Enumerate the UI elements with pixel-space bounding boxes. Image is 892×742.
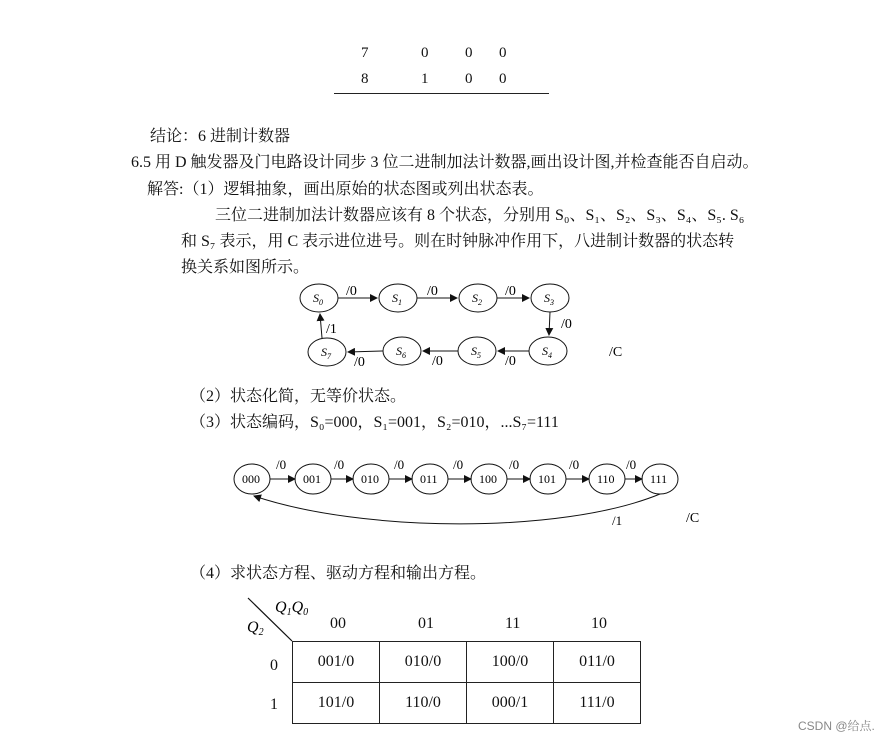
step-2-text: （2）状态化简，无等价状态。 (190, 388, 407, 405)
table-cell: 0 (465, 45, 473, 61)
svg-text:S1: $S_1$ (392, 291, 402, 307)
svg-text:001: 001 (303, 472, 321, 486)
svg-text:/0: /0 (509, 457, 520, 472)
paragraph-line: 和 S₇ 表示，用 C 表示进位进号。则在时钟脉冲作用下，八进制计数器的状态转 (181, 233, 735, 250)
kmap-cell: 010/0 (380, 642, 467, 683)
kmap-column-header: 11 (505, 615, 521, 632)
svg-text:111: 111 (650, 472, 668, 486)
svg-text:110: 110 (597, 472, 615, 486)
svg-text:100: 100 (479, 472, 497, 486)
watermark: CSDN @给点. (798, 719, 875, 733)
kmap-row-header: 1 (270, 696, 278, 713)
svg-text:S2: $S_2$ (472, 291, 482, 307)
svg-text:S0: $S_0$ (313, 291, 323, 307)
table-cell: 0 (465, 71, 473, 87)
edge-label: /1 (326, 322, 337, 337)
kmap-cell: 101/0 (293, 683, 380, 724)
svg-text:000: 000 (242, 472, 260, 486)
svg-text:/0: /0 (569, 457, 580, 472)
table-cell: 0 (499, 45, 507, 61)
svg-text:Q1Q0: Q1Q0 (275, 599, 309, 618)
table-cell: 7 (361, 45, 369, 61)
svg-text:/C: /C (686, 511, 700, 526)
table-row (293, 642, 641, 683)
svg-text:/0: /0 (276, 457, 287, 472)
problem-statement: 6.5 用 D 触发器及门电路设计同步 3 位二进制加法计数器,画出设计图,并检查能否自启动。 (131, 154, 759, 171)
kmap-cell: 001/0 (293, 642, 380, 683)
karnaugh-map (292, 641, 641, 724)
kmap-cell: 000/1 (467, 683, 554, 724)
table-cell: 8 (361, 71, 369, 87)
kmap-column-header: 01 (418, 615, 434, 632)
svg-text:011: 011 (420, 472, 438, 486)
kmap-cell: 111/0 (554, 683, 641, 724)
kmap-column-header: 00 (330, 615, 346, 632)
kmap-cell: 011/0 (554, 642, 641, 683)
answer-step-1: 解答:（1）逻辑抽象，画出原始的状态图或列出状态表。 (147, 181, 544, 198)
svg-text:S7: $S_7$ (321, 345, 331, 361)
svg-text:010: 010 (361, 472, 379, 486)
output-label: /C (609, 345, 623, 360)
edge-label: /0 (354, 355, 365, 370)
paragraph-line: 三位二进制加法计数器应该有 8 个状态，分别用 S₀、S₁、S₂、S₃、S₄、S₅. S₆ (215, 207, 745, 224)
svg-text:/0: /0 (334, 457, 345, 472)
edge-label: /0 (505, 354, 516, 369)
svg-text:S4: $S_4$ (542, 344, 552, 360)
edge-label: /0 (505, 284, 516, 299)
paragraph-line: 换关系如图所示。 (181, 259, 310, 276)
table-cell: 0 (499, 71, 507, 87)
kmap-row-header: 0 (270, 657, 278, 674)
edge-label: /0 (346, 284, 357, 299)
svg-text:S6: $S_6$ (396, 344, 406, 360)
kmap-column-header: 10 (591, 615, 607, 632)
table-cell: 1 (421, 71, 429, 87)
edge-label: /0 (432, 354, 443, 369)
step-4-text: （4）求状态方程、驱动方程和输出方程。 (190, 565, 487, 582)
svg-text:/0: /0 (453, 457, 464, 472)
svg-text:S5: $S_5$ (471, 344, 481, 360)
step-3-text: （3）状态编码，S₀=000，S₁=001，S₂=010，...S₇=111 (190, 414, 559, 431)
svg-text:101: 101 (538, 472, 556, 486)
svg-text:Q2: Q2 (247, 619, 264, 638)
kmap-cell: 110/0 (380, 683, 467, 724)
svg-text:/0: /0 (394, 457, 405, 472)
edge-label: /0 (561, 317, 572, 332)
svg-text:S3: $S_3$ (544, 291, 554, 307)
svg-text:/1: /1 (612, 513, 623, 528)
kmap-cell: 100/0 (467, 642, 554, 683)
conclusion-text: 结论：6 进制计数器 (150, 128, 291, 145)
table-row (293, 683, 641, 724)
edge-label: /0 (427, 284, 438, 299)
svg-text:/0: /0 (626, 457, 637, 472)
table-cell: 0 (421, 45, 429, 61)
